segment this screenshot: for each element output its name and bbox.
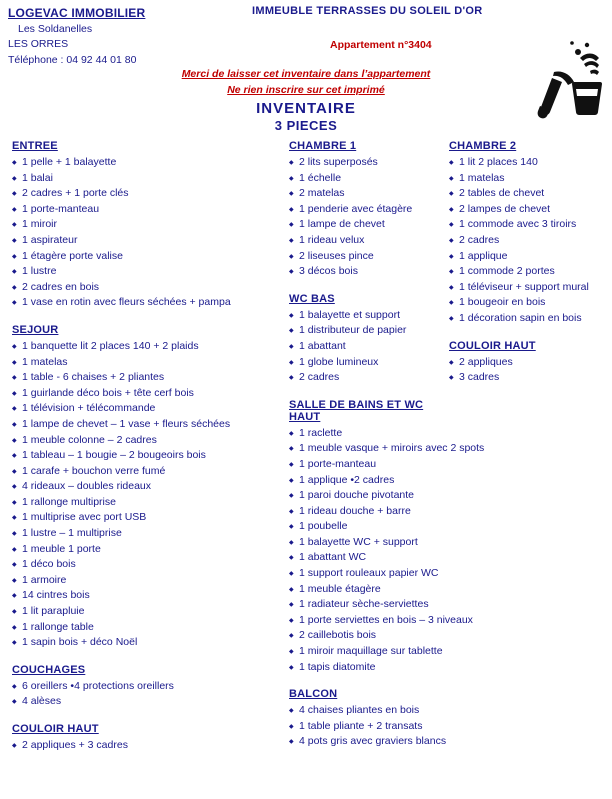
list-item: ◆ 1 lampe de chevet – 1 vase + fleurs séchées bbox=[12, 417, 285, 433]
agency-phone: Téléphone : 04 92 44 01 80 bbox=[8, 54, 137, 66]
list-item: ◆ 4 alèses bbox=[12, 694, 285, 710]
section-salle-de-bains-wc-haut bbox=[289, 398, 485, 676]
item-list bbox=[12, 679, 285, 710]
item-list bbox=[12, 738, 285, 754]
list-item: ◆ 1 balayette WC + support bbox=[289, 535, 445, 551]
item-list bbox=[289, 308, 445, 386]
list-item: ◆ 1 meuble vasque + miroirs avec 2 spots bbox=[289, 441, 445, 457]
list-item: ◆ 4 rideaux – doubles rideaux bbox=[12, 479, 285, 495]
list-item: ◆ 1 poubelle bbox=[289, 519, 445, 535]
list-item: ◆ 1 armoire bbox=[12, 573, 285, 589]
section-title: SALLE DE BAINS ET WC HAUT bbox=[289, 398, 424, 423]
list-item: ◆ 4 pots gris avec graviers blancs bbox=[289, 734, 445, 750]
list-item: ◆ 1 rideau douche + barre bbox=[289, 504, 445, 520]
list-item: ◆ 1 table - 6 chaises + 2 pliantes bbox=[12, 370, 285, 386]
list-item: ◆ 2 appliques bbox=[449, 355, 612, 371]
list-item: ◆ 1 paroi douche pivotante bbox=[289, 488, 445, 504]
list-item: ◆ 2 liseuses pince bbox=[289, 249, 445, 265]
list-item: ◆ 1 décoration sapin en bois bbox=[449, 311, 612, 327]
list-item: ◆ 1 déco bois bbox=[12, 557, 285, 573]
section-title: COULOIR HAUT bbox=[449, 339, 536, 352]
section-title: BALCON bbox=[289, 688, 338, 701]
list-item: ◆ 1 commode 2 portes bbox=[449, 264, 612, 280]
list-item: ◆ 1 bougeoir en bois bbox=[449, 295, 612, 311]
notice-line-1: Merci de laisser cet inventaire dans l’appartement bbox=[181, 68, 431, 80]
list-item: ◆ 14 cintres bois bbox=[12, 588, 285, 604]
list-item: ◆ 1 guirlande déco bois + tête cerf bois bbox=[12, 386, 285, 402]
cleaning-bucket-icon bbox=[528, 28, 604, 120]
inventory-columns bbox=[0, 140, 612, 754]
agency-address-line-1: Les Soldanelles bbox=[18, 23, 93, 35]
section-balcon bbox=[289, 688, 445, 750]
list-item: ◆ 1 carafe + bouchon verre fumé bbox=[12, 464, 285, 480]
list-item: ◆ 1 étagère porte valise bbox=[12, 249, 285, 265]
list-item: ◆ 1 lit parapluie bbox=[12, 604, 285, 620]
list-item: ◆ 2 lits superposés bbox=[289, 155, 445, 171]
apartment-number: Appartement n°3404 bbox=[330, 39, 432, 51]
list-item: ◆ 1 sapin bois + déco Noël bbox=[12, 635, 285, 651]
section-couloir-haut-left bbox=[12, 723, 285, 754]
section-entree bbox=[12, 140, 285, 311]
section-title: CHAMBRE 2 bbox=[449, 140, 517, 152]
list-item: ◆ 2 caillebotis bois bbox=[289, 628, 445, 644]
list-item: ◆ 1 support rouleaux papier WC bbox=[289, 566, 445, 582]
list-item: ◆ 2 cadres bbox=[289, 370, 445, 386]
item-list bbox=[449, 355, 612, 386]
list-item: ◆ 1 globe lumineux bbox=[289, 355, 445, 371]
page-title: INVENTAIRE bbox=[256, 100, 356, 117]
agency-name: LOGEVAC IMMOBILIER bbox=[8, 6, 146, 20]
item-list bbox=[289, 703, 445, 750]
section-title: COULOIR HAUT bbox=[12, 723, 99, 735]
item-list bbox=[12, 339, 285, 651]
agency-address-line-2: LES ORRES bbox=[8, 38, 69, 50]
list-item: ◆ 1 penderie avec étagère bbox=[289, 202, 445, 218]
list-item: ◆ 1 abattant WC bbox=[289, 550, 445, 566]
list-item: ◆ 1 porte-manteau bbox=[12, 202, 285, 218]
list-item: ◆ 1 matelas bbox=[12, 355, 285, 371]
list-item: ◆ 1 télévision + télécommande bbox=[12, 401, 285, 417]
document-header bbox=[0, 0, 612, 132]
section-title: ENTREE bbox=[12, 140, 58, 152]
list-item: ◆ 1 banquette lit 2 places 140 + 2 plaids bbox=[12, 339, 285, 355]
list-item: ◆ 1 meuble 1 porte bbox=[12, 542, 285, 558]
list-item: ◆ 2 cadres + 1 porte clés bbox=[12, 186, 285, 202]
list-item: ◆ 1 miroir bbox=[12, 217, 285, 233]
list-item: ◆ 1 tapis diatomite bbox=[289, 660, 445, 676]
list-item: ◆ 4 chaises pliantes en bois bbox=[289, 703, 445, 719]
list-item: ◆ 1 matelas bbox=[449, 171, 612, 187]
section-couchages bbox=[12, 664, 285, 710]
list-item: ◆ 1 balai bbox=[12, 171, 285, 187]
list-item: ◆ 2 cadres bbox=[449, 233, 612, 249]
list-item: ◆ 1 commode avec 3 tiroirs bbox=[449, 217, 612, 233]
section-title: COUCHAGES bbox=[12, 663, 86, 676]
building-name: IMMEUBLE TERRASSES DU SOLEIL D'OR bbox=[252, 5, 483, 17]
page-subtitle: 3 PIECES bbox=[274, 118, 338, 133]
list-item: ◆ 1 meuble étagère bbox=[289, 582, 445, 598]
list-item: ◆ 2 lampes de chevet bbox=[449, 202, 612, 218]
section-couloir-haut-right bbox=[449, 340, 612, 386]
list-item: ◆ 2 tables de chevet bbox=[449, 186, 612, 202]
list-item: ◆ 1 vase en rotin avec fleurs séchées + pampa bbox=[12, 295, 285, 311]
list-item: ◆ 1 distributeur de papier bbox=[289, 323, 445, 339]
section-title: SEJOUR bbox=[12, 323, 59, 336]
list-item: ◆ 2 appliques + 3 cadres bbox=[12, 738, 285, 754]
list-item: ◆ 1 meuble colonne – 2 cadres bbox=[12, 433, 285, 449]
list-item: ◆ 1 balayette et support bbox=[289, 308, 445, 324]
list-item: ◆ 1 pelle + 1 balayette bbox=[12, 155, 285, 171]
list-item: ◆ 1 lustre – 1 multiprise bbox=[12, 526, 285, 542]
list-item: ◆ 1 rallonge table bbox=[12, 620, 285, 636]
section-chambre-1 bbox=[289, 140, 445, 280]
column-left bbox=[0, 140, 285, 754]
section-chambre-2 bbox=[449, 140, 612, 327]
notice-line-2: Ne rien inscrire sur cet imprimé bbox=[227, 84, 385, 96]
list-item: ◆ 1 table pliante + 2 transats bbox=[289, 719, 445, 735]
list-item: ◆ 1 téléviseur + support mural bbox=[449, 280, 612, 296]
list-item: ◆ 6 oreillers •4 protections oreillers bbox=[12, 679, 285, 695]
list-item: ◆ 2 cadres en bois bbox=[12, 280, 285, 296]
list-item: ◆ 1 raclette bbox=[289, 426, 445, 442]
section-wc-bas bbox=[289, 293, 445, 386]
section-title: CHAMBRE 1 bbox=[289, 140, 357, 152]
list-item: ◆ 1 rideau velux bbox=[289, 233, 445, 249]
list-item: ◆ 1 rallonge multiprise bbox=[12, 495, 285, 511]
list-item: ◆ 1 lampe de chevet bbox=[289, 217, 445, 233]
list-item: ◆ 1 abattant bbox=[289, 339, 445, 355]
list-item: ◆ 1 lit 2 places 140 bbox=[449, 155, 612, 171]
list-item: ◆ 1 aspirateur bbox=[12, 233, 285, 249]
list-item: ◆ 1 lustre bbox=[12, 264, 285, 280]
list-item: ◆ 1 multiprise avec port USB bbox=[12, 510, 285, 526]
item-list bbox=[289, 426, 485, 676]
list-item: ◆ 1 porte-manteau bbox=[289, 457, 445, 473]
list-item: ◆ 1 porte serviettes en bois – 3 niveaux bbox=[289, 613, 445, 629]
list-item: ◆ 1 tableau – 1 bougie – 2 bougeoirs bois bbox=[12, 448, 285, 464]
list-item: ◆ 1 échelle bbox=[289, 171, 445, 187]
list-item: ◆ 2 matelas bbox=[289, 186, 445, 202]
item-list bbox=[449, 155, 612, 327]
list-item: ◆ 1 applique •2 cadres bbox=[289, 473, 445, 489]
list-item: ◆ 1 radiateur sèche-serviettes bbox=[289, 597, 445, 613]
list-item: ◆ 3 décos bois bbox=[289, 264, 445, 280]
item-list bbox=[289, 155, 445, 280]
item-list bbox=[12, 155, 285, 311]
list-item: ◆ 1 applique bbox=[449, 249, 612, 265]
section-title: WC BAS bbox=[289, 292, 335, 305]
agency-block bbox=[8, 6, 258, 66]
list-item: ◆ 1 miroir maquillage sur tablette bbox=[289, 644, 445, 660]
list-item: ◆ 3 cadres bbox=[449, 370, 612, 386]
section-sejour bbox=[12, 324, 285, 651]
